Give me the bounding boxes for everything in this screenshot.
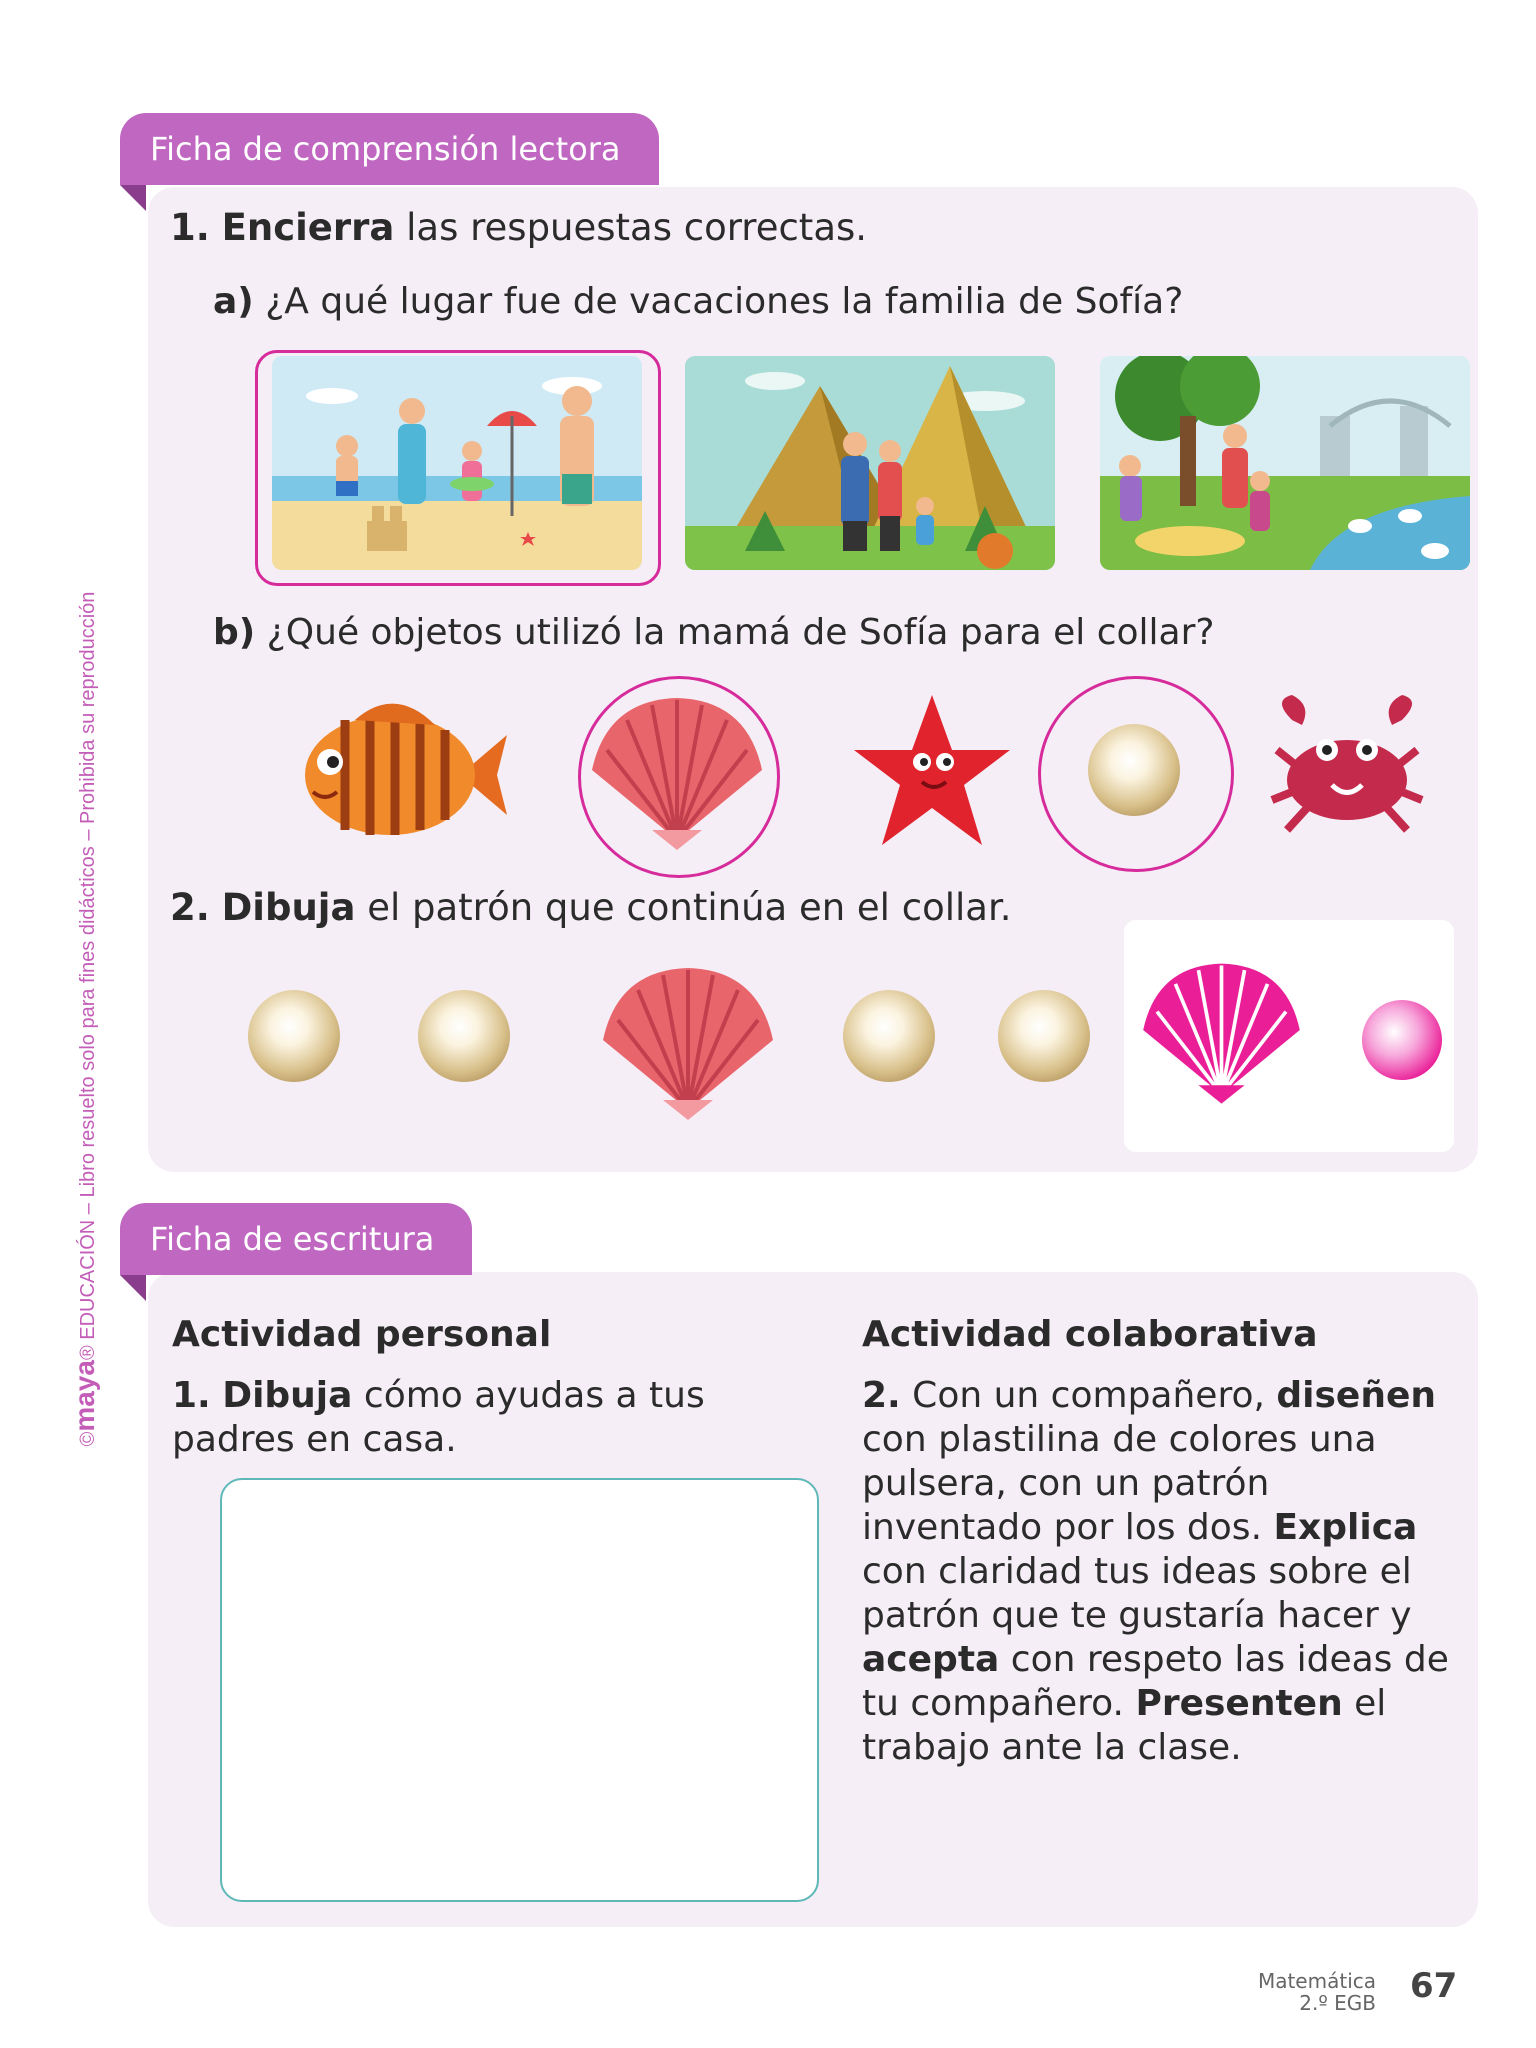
question-2: 2. Dibuja el patrón que continúa en el collar. (170, 886, 1012, 929)
seashell-icon[interactable] (582, 690, 772, 850)
mountain-family-image[interactable] (685, 356, 1055, 570)
pearl-icon[interactable] (1088, 724, 1180, 816)
answer-pink-seashell (1134, 950, 1309, 1110)
answer-pink-bead (1362, 1000, 1442, 1080)
tab-fold-2 (120, 1275, 146, 1301)
side-copyright-text: ©maya® EDUCACIÓN – Libro resuelto solo para fines didácticos – Prohibida su reproducción (69, 591, 100, 1447)
starfish-icon[interactable] (850, 690, 1015, 850)
pattern-seashell (588, 960, 788, 1120)
page-number: 67 (1410, 1966, 1458, 2006)
mountain-scene (685, 356, 1055, 570)
tab-fold (120, 185, 146, 211)
collaborative-heading: Actividad colaborativa (862, 1314, 1318, 1355)
question-1b: b) ¿Qué objetos utilizó la mamá de Sofía para el collar? (213, 612, 1215, 653)
drawing-area[interactable] (220, 1478, 819, 1902)
question-1a: a) ¿A qué lugar fue de vacaciones la familia de Sofía? (213, 281, 1184, 322)
writing-tab: Ficha de escritura (120, 1203, 472, 1275)
pattern-answer-box[interactable] (1124, 920, 1454, 1152)
pattern-pearl-3 (843, 990, 935, 1082)
brand-logo: maya (69, 1360, 100, 1432)
park-family-image[interactable] (1100, 356, 1470, 570)
personal-instruction: 1. Dibuja cómo ayudas a tus padres en casa. (172, 1375, 705, 1460)
pattern-pearl-1 (248, 990, 340, 1082)
crab-icon[interactable] (1262, 690, 1432, 840)
reading-tab: Ficha de comprensión lectora (120, 113, 659, 185)
pattern-pearl-4 (998, 990, 1090, 1082)
beach-family-image[interactable] (272, 356, 642, 570)
collaborative-instruction: 2. Con un compañero, diseñen con plastilina de colores una pulsera, con un patrón inventado por los dos. Explica con claridad tus ideas sobre el patrón que te gustaría hacer y acepta con respeto las ideas de tu compañero. Presenten el trabajo ante la clase. (862, 1375, 1449, 1768)
pattern-pearl-2 (418, 990, 510, 1082)
question-1: 1. Encierra las respuestas correctas. (170, 206, 868, 249)
beach-scene (272, 356, 642, 570)
footer-subject: Matemática 2.º EGB (1257, 1969, 1376, 2015)
personal-heading: Actividad personal (172, 1314, 552, 1355)
fish-icon[interactable] (285, 700, 510, 850)
park-scene (1100, 356, 1470, 570)
